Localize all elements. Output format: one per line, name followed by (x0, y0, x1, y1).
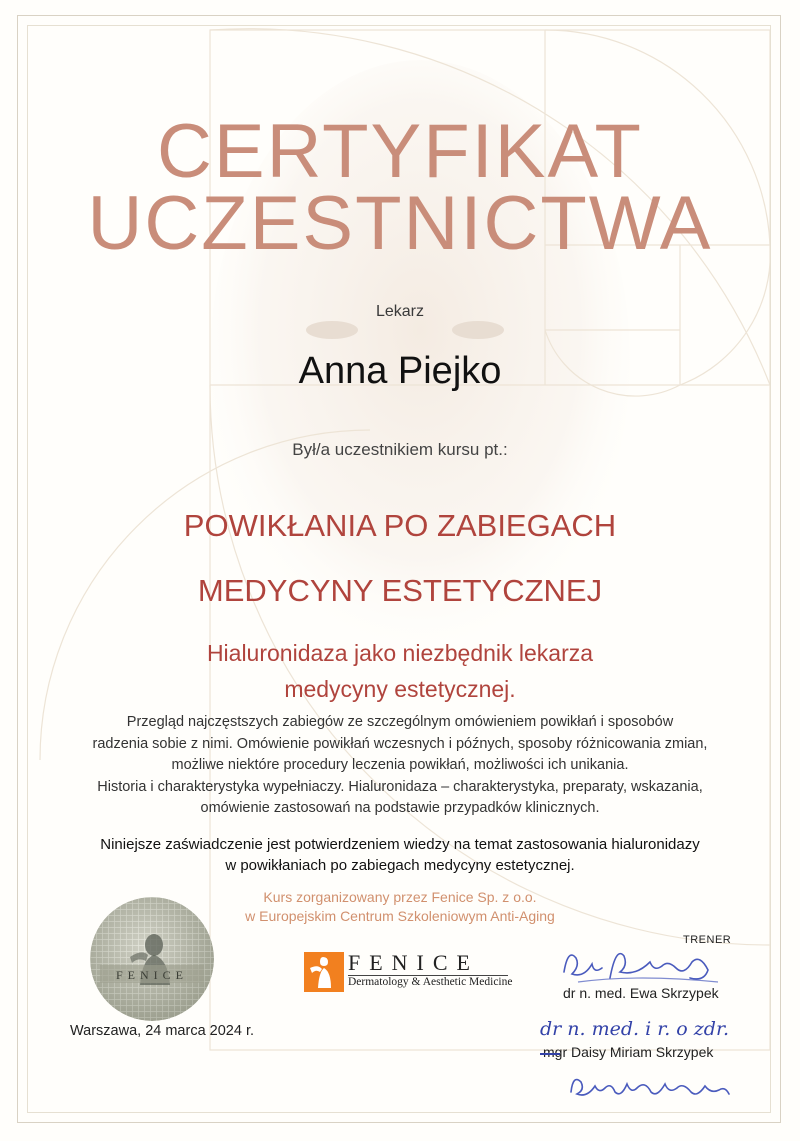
trainer2-name: mgr Daisy Miriam Skrzypek (543, 1044, 714, 1060)
confirmation-line1: Niniejsze zaświadczenie jest potwierdzeniem wiedzy na temat zastosowania hialuronidazy (100, 836, 700, 853)
seal-text: FENICE (116, 968, 188, 982)
fenice-figure-icon (304, 952, 344, 992)
participant-name: Anna Piejko (298, 350, 502, 392)
confirmation-statement (0, 834, 800, 876)
organizer-line1: Kurs zorganizowany przez Fenice Sp. z o.o. (263, 889, 537, 905)
organizer-line2: w Europejskim Centrum Szkoleniowym Anti-Aging (245, 908, 555, 924)
fenice-brand-name: FENICE (348, 950, 479, 975)
course-description (0, 712, 800, 820)
course-subtitle-line1: Hialuronidaza jako niezbędnik lekarza (206, 640, 594, 666)
trainer1-name: dr n. med. Ewa Skrzypek (563, 985, 719, 1001)
description-line: radzenia sobie z nimi. Omówienie powikłań wczesnych i późnych, sposoby różnicowania zmian, (92, 735, 708, 752)
certificate-title-line2: UCZESTNICTWA (87, 181, 713, 266)
place-and-date: Warszawa, 24 marca 2024 r. (70, 1023, 255, 1039)
description-line: Przegląd najczęstszych zabiegów ze szczególnym omówieniem powikłań i sposobów (126, 714, 674, 730)
trainer1-signature (558, 938, 728, 990)
fenice-seal-hologram (90, 897, 214, 1021)
description-line: Historia i charakterystyka wypełniaczy. Hialuronidaza – charakterystyka, preparaty, wskazania, (97, 778, 703, 795)
course-title-line2: MEDYCYNY ESTETYCZNEJ (197, 573, 603, 608)
seal-graphic (90, 897, 214, 1021)
description-line: omówienie zastosowań na podstawie przypadków klinicznych. (200, 800, 600, 816)
fenice-brand-logo (304, 952, 514, 992)
course-subtitle-line2: medycyny estetycznej. (284, 676, 516, 702)
confirmation-line2: w powikłaniach po zabiegach medycyny estetycznej. (225, 857, 575, 874)
trainer2-signature (565, 1068, 735, 1102)
participation-text: Był/a uczestnikiem kursu pt.: (292, 440, 508, 459)
handwritten-annotation: dr n. med. i r. o zdr. (540, 1018, 729, 1040)
trainer-label: TRENER (683, 934, 732, 946)
certificate-title-line1: CERTYFIKAT (157, 109, 643, 194)
strikethrough-mark (540, 1053, 560, 1055)
description-line: możliwe niektóre procedury leczenia powikłań, możliwości ich unikania. (171, 757, 629, 773)
role-label: Lekarz (375, 303, 425, 320)
course-title-line1: POWIKŁANIA PO ZABIEGACH (183, 508, 617, 543)
fenice-brand-tagline: Dermatology & Aesthetic Medicine (348, 976, 513, 988)
